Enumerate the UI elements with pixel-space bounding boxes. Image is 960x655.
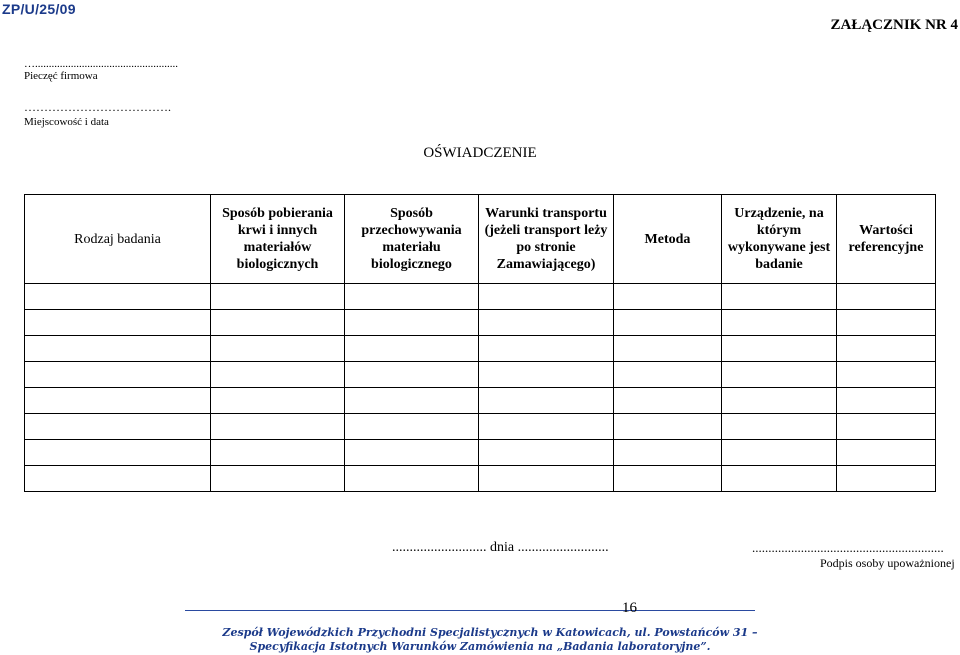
table-cell bbox=[25, 336, 211, 362]
footer-line-2: Specyfikacja Istotnych Warunków Zamówienia na „Badania laboratoryjne”. bbox=[249, 640, 711, 653]
table-cell bbox=[25, 414, 211, 440]
table-cell bbox=[25, 388, 211, 414]
header-text: Sposób przechowywania materiału biologicznego bbox=[361, 206, 462, 272]
table-cell bbox=[722, 440, 837, 466]
table-cell bbox=[211, 414, 345, 440]
table-cell bbox=[614, 284, 722, 310]
header-cell bbox=[722, 195, 837, 284]
table-cell bbox=[25, 466, 211, 492]
table-cell bbox=[345, 284, 479, 310]
table-cell bbox=[614, 466, 722, 492]
table-row bbox=[25, 388, 936, 414]
place-date-label: Miejscowość i data bbox=[24, 116, 109, 128]
stamp-dots: ….................................................... bbox=[24, 58, 178, 70]
table-cell bbox=[211, 336, 345, 362]
table-cell bbox=[614, 388, 722, 414]
table-cell bbox=[211, 388, 345, 414]
table-cell bbox=[837, 362, 936, 388]
declaration-table bbox=[24, 194, 936, 492]
table-cell bbox=[837, 414, 936, 440]
header-text: Warunki transportu (jeżeli transport leży po stronie Zamawiającego) bbox=[484, 206, 608, 272]
reference-number: ZP/U/25/09 bbox=[2, 1, 76, 17]
table-cell bbox=[345, 388, 479, 414]
header-cell: Rodzaj badania bbox=[25, 195, 211, 284]
table-cell bbox=[837, 284, 936, 310]
table-cell bbox=[211, 440, 345, 466]
table-cell bbox=[211, 310, 345, 336]
header-text: Urządzenie, na którym wykonywane jest badanie bbox=[727, 206, 831, 272]
annex-label: ZAŁĄCZNIK NR 4 bbox=[830, 17, 958, 33]
table-cell bbox=[479, 284, 614, 310]
table-cell bbox=[614, 440, 722, 466]
table-cell bbox=[837, 388, 936, 414]
page-number: 16 bbox=[622, 600, 637, 616]
table-cell bbox=[479, 310, 614, 336]
table-cell bbox=[345, 440, 479, 466]
header-cell bbox=[479, 195, 614, 284]
table-cell bbox=[722, 388, 837, 414]
table-cell bbox=[837, 336, 936, 362]
table-row bbox=[25, 414, 936, 440]
table-cell bbox=[479, 466, 614, 492]
table-cell bbox=[614, 414, 722, 440]
stamp-label: Pieczęć firmowa bbox=[24, 70, 98, 82]
table-row bbox=[25, 284, 936, 310]
place-date-dots: ………………………………. bbox=[24, 100, 171, 114]
date-line: ........................... dnia .......................... bbox=[392, 540, 609, 555]
document-title: OŚWIADCZENIE bbox=[423, 145, 537, 161]
header-cell bbox=[345, 195, 479, 284]
table-cell bbox=[614, 336, 722, 362]
table-cell bbox=[211, 466, 345, 492]
table-cell bbox=[345, 310, 479, 336]
footer-divider bbox=[185, 610, 755, 611]
header-cell bbox=[837, 195, 936, 284]
table-cell bbox=[614, 362, 722, 388]
table-cell bbox=[722, 414, 837, 440]
table-cell bbox=[345, 466, 479, 492]
header-text: Sposób pobierania krwi i innych materiałów biologicznych bbox=[222, 206, 333, 272]
table-cell bbox=[837, 310, 936, 336]
table-cell bbox=[722, 336, 837, 362]
table-cell bbox=[479, 414, 614, 440]
header-text: Wartości referencyjne bbox=[848, 223, 924, 255]
table-cell bbox=[25, 310, 211, 336]
table-row bbox=[25, 336, 936, 362]
table-cell bbox=[345, 362, 479, 388]
signature-label: Podpis osoby upoważnionej bbox=[820, 556, 955, 570]
table-cell bbox=[479, 336, 614, 362]
table-cell bbox=[25, 284, 211, 310]
table-cell bbox=[722, 310, 837, 336]
table-cell bbox=[479, 362, 614, 388]
table-cell bbox=[837, 440, 936, 466]
signature-dots: ........................................................... bbox=[752, 540, 944, 555]
table-cell bbox=[211, 362, 345, 388]
table-row bbox=[25, 466, 936, 492]
table-cell bbox=[479, 440, 614, 466]
header-cell: Metoda bbox=[614, 195, 722, 284]
table-row bbox=[25, 440, 936, 466]
footer-line-1: Zespół Wojewódzkich Przychodni Specjalistycznych w Katowicach, ul. Powstańców 31 – bbox=[222, 626, 758, 639]
table-cell bbox=[722, 284, 837, 310]
table-cell bbox=[345, 414, 479, 440]
table-cell bbox=[722, 362, 837, 388]
table-cell bbox=[722, 466, 837, 492]
table-cell bbox=[837, 466, 936, 492]
table-row bbox=[25, 362, 936, 388]
table-cell bbox=[25, 362, 211, 388]
table-cell bbox=[479, 388, 614, 414]
table-cell bbox=[25, 440, 211, 466]
table-cell bbox=[614, 310, 722, 336]
table-cell bbox=[211, 284, 345, 310]
table-header-row bbox=[25, 195, 936, 284]
table-row bbox=[25, 310, 936, 336]
header-cell bbox=[211, 195, 345, 284]
table-cell bbox=[345, 336, 479, 362]
